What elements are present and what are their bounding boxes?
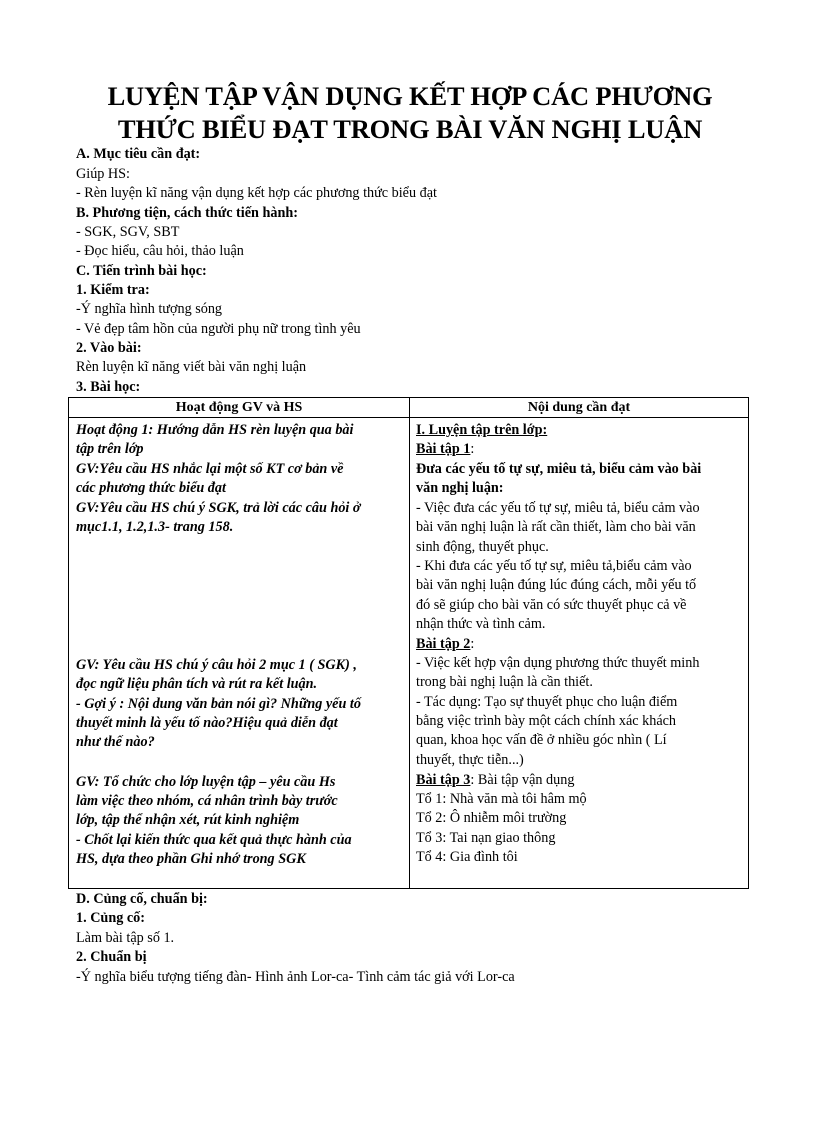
chuan-bi-line: -Ý nghĩa biểu tượng tiếng đàn- Hình ảnh Lor-ca- Tình cảm tác giả với Lor-ca bbox=[76, 969, 515, 985]
exercise-2-label: Bài tập 2 bbox=[416, 636, 471, 652]
exercise-2-line: quan, khoa học vấn đề ở nhiều góc nhìn ( Lí bbox=[416, 732, 667, 748]
title-line-2: THỨC BIỂU ĐẠT TRONG BÀI VĂN NGHỊ LUẬN bbox=[117, 114, 703, 144]
exercise-1-line: đó sẽ giúp cho bài văn có sức thuyết phục cả về bbox=[416, 597, 687, 613]
activity-line: tập trên lớp bbox=[76, 441, 144, 457]
activity-line: làm việc theo nhóm, cá nhân trình bày trước bbox=[76, 793, 338, 809]
exercise-1-label: Bài tập 1 bbox=[416, 441, 471, 457]
section-b-line: - Đọc hiểu, câu hỏi, thảo luận bbox=[76, 243, 244, 259]
exercise-2-line: bằng việc trình bày một cách chính xác khách bbox=[416, 713, 677, 729]
exercise-1-line: sinh động, thuyết phục. bbox=[416, 539, 549, 555]
practice-heading: I. Luyện tập trên lớp: bbox=[416, 422, 548, 438]
exercise-2-line: - Việc kết hợp vận dụng phương thức thuyết minh bbox=[416, 655, 700, 671]
exercise-1-task: Đưa các yếu tố tự sự, miêu tả, biểu cảm vào bài bbox=[416, 461, 702, 477]
kiem-tra-heading: 1. Kiểm tra: bbox=[76, 282, 150, 298]
activity-line: - Chốt lại kiến thức qua kết quả thực hành của bbox=[76, 832, 352, 848]
activity-line: GV:Yêu cầu HS chú ý SGK, trả lời các câu hỏi ở bbox=[76, 500, 361, 516]
section-d-heading: D. Củng cố, chuẩn bị: bbox=[76, 891, 208, 907]
exercise-3-rest: : Bài tập vận dụng bbox=[470, 772, 575, 788]
activity-line: các phương thức biểu đạt bbox=[76, 480, 226, 496]
exercise-1-line: nhận thức và tình cảm. bbox=[416, 616, 546, 632]
exercise-1-line: bài văn nghị luận là rất cần thiết, làm cho bài văn bbox=[416, 519, 696, 535]
activity-line: GV: Yêu cầu HS chú ý câu hỏi 2 mục 1 ( SGK) , bbox=[76, 657, 357, 673]
activity-line: GV: Tổ chức cho lớp luyện tập – yêu cầu Hs bbox=[76, 774, 336, 790]
table-header-content: Nội dung cần đạt bbox=[410, 398, 749, 418]
activity-line: đọc ngữ liệu phân tích và rút ra kết luận. bbox=[76, 676, 318, 692]
lesson-table bbox=[68, 397, 749, 889]
activity-line: Hoạt động 1: Hướng dẫn HS rèn luyện qua bài bbox=[76, 422, 354, 438]
title-line-1: LUYỆN TẬP VẬN DỤNG KẾT HỢP CÁC PHƯƠNG bbox=[107, 81, 713, 111]
exercise-3-label: Bài tập 3 bbox=[416, 772, 471, 788]
activity-line: như thế nào? bbox=[76, 734, 155, 750]
exercise-2-line: - Tác dụng: Tạo sự thuyết phục cho luận điểm bbox=[416, 694, 678, 710]
exercise-2-colon: : bbox=[470, 636, 475, 652]
table-header-activity: Hoạt động GV và HS bbox=[69, 398, 410, 418]
exercise-1-task: văn nghị luận: bbox=[416, 480, 504, 496]
section-a-heading: A. Mục tiêu cần đạt: bbox=[76, 146, 201, 162]
section-b-heading: B. Phương tiện, cách thức tiến hành: bbox=[76, 205, 298, 221]
kiem-tra-line: - Vẻ đẹp tâm hồn của người phụ nữ trong tình yêu bbox=[76, 321, 361, 337]
section-c-heading: C. Tiến trình bài học: bbox=[76, 263, 207, 279]
activity-line: GV:Yêu cầu HS nhắc lại một số KT cơ bản về bbox=[76, 461, 344, 477]
cung-co-heading: 1. Củng cố: bbox=[76, 910, 145, 926]
exercise-1-line: - Khi đưa các yếu tố tự sự, miêu tả,biểu cảm vào bbox=[416, 558, 692, 574]
vao-bai-line: Rèn luyện kĩ năng viết bài văn nghị luận bbox=[76, 359, 307, 375]
activity-line: mục1.1, 1.2,1.3- trang 158. bbox=[76, 519, 234, 535]
kiem-tra-line: -Ý nghĩa hình tượng sóng bbox=[76, 301, 223, 317]
exercise-1-title bbox=[416, 440, 746, 459]
bai-hoc-heading: 3. Bài học: bbox=[76, 379, 141, 395]
cung-co-line: Làm bài tập số 1. bbox=[76, 930, 175, 946]
activity-line: thuyết minh là yếu tố nào?Hiệu quả diễn đạt bbox=[76, 715, 338, 731]
group-task: Tổ 3: Tai nạn giao thông bbox=[416, 830, 556, 846]
exercise-2-line: trong bài nghị luận là cần thiết. bbox=[416, 674, 593, 690]
exercise-2-line: thuyết, thực tiễn...) bbox=[416, 752, 524, 768]
group-task: Tổ 2: Ô nhiễm môi trường bbox=[416, 810, 567, 826]
activity-line: - Gợi ý : Nội dung văn bản nói gì? Những yếu tố bbox=[76, 696, 361, 712]
content-cell bbox=[410, 418, 749, 889]
section-b-line: - SGK, SGV, SBT bbox=[76, 224, 180, 240]
activity-cell bbox=[69, 418, 410, 889]
exercise-1-line: bài văn nghị luận đúng lúc đúng cách, mỗi yếu tố bbox=[416, 577, 697, 593]
activity-line: lớp, tập thể nhận xét, rút kinh nghiệm bbox=[76, 812, 300, 828]
chuan-bi-heading: 2. Chuẩn bị bbox=[76, 949, 147, 965]
section-a-line: Giúp HS: bbox=[76, 166, 130, 182]
group-task: Tổ 4: Gia đình tôi bbox=[416, 849, 518, 865]
exercise-1-colon: : bbox=[470, 441, 475, 457]
group-task: Tổ 1: Nhà văn mà tôi hâm mộ bbox=[416, 791, 587, 807]
exercise-1-line: - Việc đưa các yếu tố tự sự, miêu tả, biểu cảm vào bbox=[416, 500, 700, 516]
section-a-line: - Rèn luyện kĩ năng vận dụng kết hợp các phương thức biểu đạt bbox=[76, 185, 437, 201]
vao-bai-heading: 2. Vào bài: bbox=[76, 340, 142, 356]
activity-line: HS, dựa theo phần Ghi nhớ trong SGK bbox=[76, 851, 306, 867]
exercise-3-title bbox=[416, 771, 746, 790]
exercise-2-title bbox=[416, 635, 746, 654]
